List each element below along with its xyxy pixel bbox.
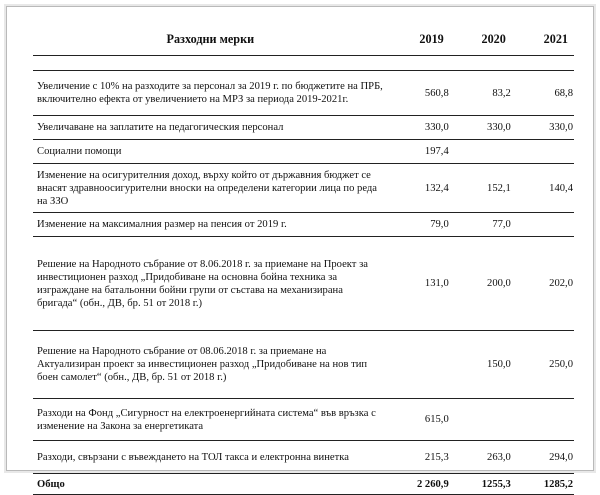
- row-label: Увеличение с 10% на разходите за персонал за 2019 г. по бюджетите на ПРБ, включително ефекта от увеличението на МРЗ за периода 2019-2021г.: [33, 71, 388, 116]
- table-row: [33, 71, 574, 116]
- value-2021: 250,0: [512, 331, 574, 399]
- value-2019: 131,0: [388, 237, 450, 331]
- value-2021: [512, 399, 574, 441]
- document-frame: [6, 6, 594, 490]
- value-2019: [388, 331, 450, 399]
- value-2021: 68,8: [512, 71, 574, 116]
- expense-measures-table: [33, 23, 574, 495]
- value-2021: 294,0: [512, 441, 574, 474]
- value-2019: 560,8: [388, 71, 450, 116]
- row-label: Социални помощи: [33, 140, 388, 164]
- row-label: Решение на Народното събрание от 08.06.2018 г. за приемане на Актуализиран проект за инвестиционен разход „Придобиване на нов тип боен самолет“ (обн., ДВ, бр. 51 от 2018 г.): [33, 331, 388, 399]
- table-row: [33, 399, 574, 441]
- value-2019: 615,0: [388, 399, 450, 441]
- value-2019: 330,0: [388, 116, 450, 140]
- row-label: Решение на Народното събрание от 8.06.2018 г. за приемане на Проект за инвестиционен разход „Придобиване на основна бойна техника за изграждане на батальонни бойни групи от състава на механизирана бригада“ (обн., ДВ, бр. 51 от 2018 г.): [33, 237, 388, 331]
- value-2020: 83,2: [450, 71, 512, 116]
- value-2019: 79,0: [388, 213, 450, 237]
- table-row: [33, 140, 574, 164]
- table-row: [33, 441, 574, 474]
- value-2020: 150,0: [450, 331, 512, 399]
- total-2019: 2 260,9: [388, 474, 450, 495]
- value-2020: 152,1: [450, 164, 512, 213]
- value-2020: [450, 140, 512, 164]
- total-2020: 1255,3: [450, 474, 512, 495]
- header-label: Разходни мерки: [33, 23, 388, 56]
- value-2021: 202,0: [512, 237, 574, 331]
- table-row: [33, 331, 574, 399]
- total-2021: 1285,2: [512, 474, 574, 495]
- table-row: [33, 213, 574, 237]
- value-2019: 132,4: [388, 164, 450, 213]
- value-2021: [512, 140, 574, 164]
- total-label: Общо: [33, 474, 388, 495]
- row-label: Изменение на осигурителния доход, върху който от държавния бюджет се внасят здравноосигурителни вноски на определени категории лица по реда на ЗЗО: [33, 164, 388, 213]
- table-header-row: [33, 23, 574, 56]
- table-row: [33, 237, 574, 331]
- row-label: Увеличаване на заплатите на педагогическия персонал: [33, 116, 388, 140]
- value-2021: 330,0: [512, 116, 574, 140]
- value-2020: 200,0: [450, 237, 512, 331]
- value-2019: 197,4: [388, 140, 450, 164]
- value-2019: 215,3: [388, 441, 450, 474]
- row-label: Изменение на максималния размер на пенсия от 2019 г.: [33, 213, 388, 237]
- value-2020: [450, 399, 512, 441]
- value-2021: 140,4: [512, 164, 574, 213]
- header-year-2020: 2020: [450, 23, 512, 56]
- header-spacer-row: [33, 56, 574, 71]
- header-year-2019: 2019: [388, 23, 450, 56]
- header-year-2021: 2021: [512, 23, 574, 56]
- table-row: [33, 164, 574, 213]
- row-label: Разходи, свързани с въвеждането на ТОЛ такса и електронна винетка: [33, 441, 388, 474]
- value-2020: 263,0: [450, 441, 512, 474]
- table-row: [33, 116, 574, 140]
- row-label: Разходи на Фонд „Сигурност на електроенергийната система“ във връзка с изменение на Закона за енергетиката: [33, 399, 388, 441]
- value-2021: [512, 213, 574, 237]
- value-2020: 330,0: [450, 116, 512, 140]
- value-2020: 77,0: [450, 213, 512, 237]
